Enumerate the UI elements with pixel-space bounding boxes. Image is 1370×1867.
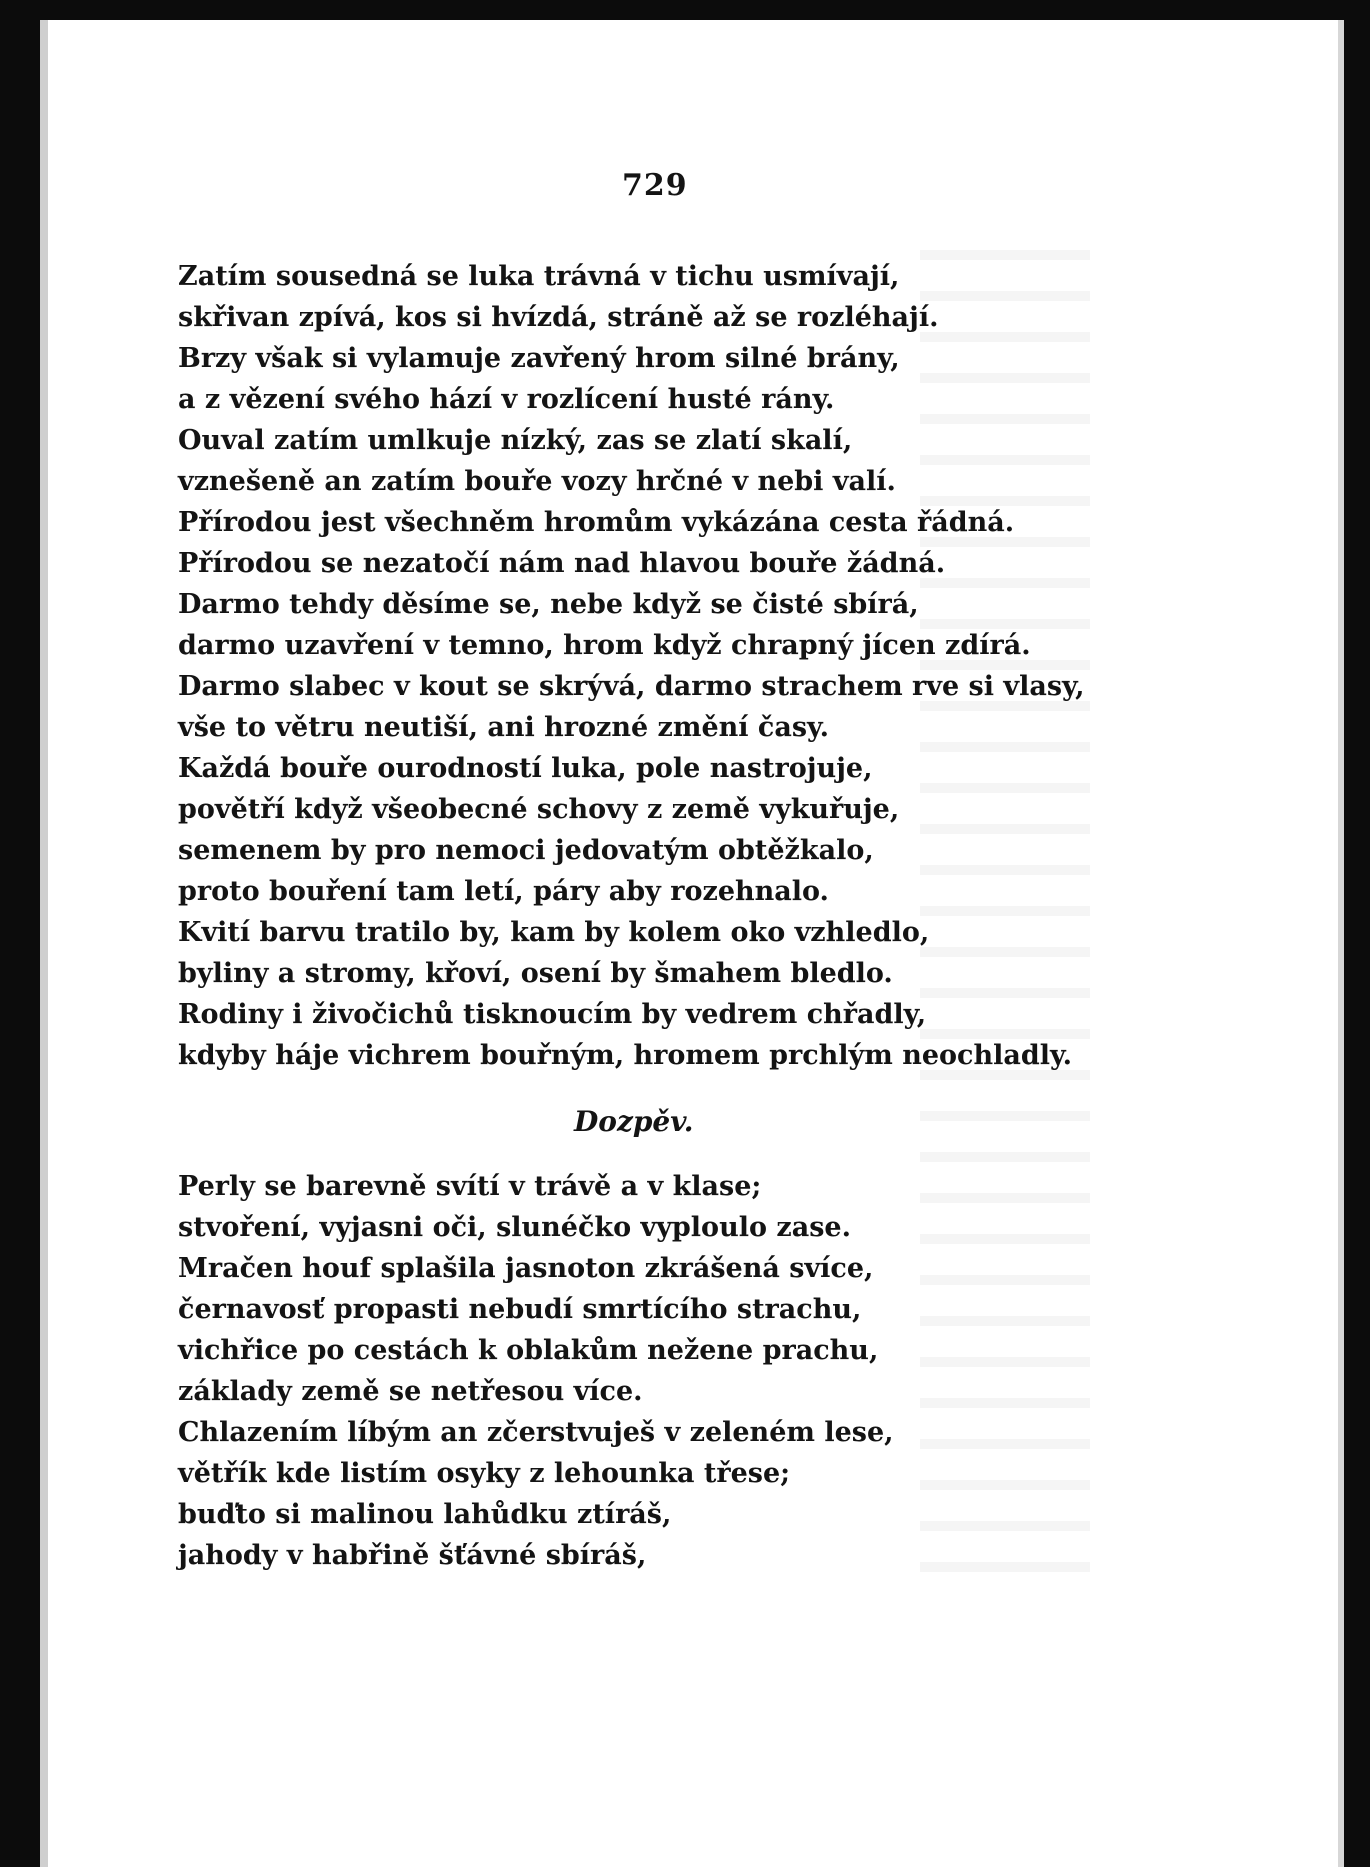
scan-border-left-shadow [40,20,48,1867]
poem-line: jahody v habřině šťávné sbíráš, [178,1540,647,1571]
poem-line: vše to větru neutiší, ani hrozné změní časy. [178,712,830,743]
poem-line: Ouval zatím umlkuje nízký, zas se zlatí skalí, [178,425,853,456]
poem-line: Přírodou se nezatočí nám nad hlavou bouře žádná. [178,548,946,579]
section-heading: Dozpěv. [574,1105,694,1138]
poem-line: Perly se barevně svítí v trávě a v klase; [178,1171,762,1202]
poem-line: byliny a stromy, křoví, osení by šmahem bledlo. [178,958,893,989]
scan-border-left [0,0,40,1867]
scan-border-top [0,0,1370,20]
page-number: 729 [622,168,688,203]
scan-border-right [1344,0,1370,1867]
poem-line: buďto si malinou lahůdku ztíráš, [178,1499,672,1530]
poem-line: Darmo tehdy děsíme se, nebe když se čisté sbírá, [178,589,919,620]
poem-line: stvoření, vyjasni oči, slunéčko vyploulo zase. [178,1212,851,1243]
poem-line: darmo uzavření v temno, hrom když chrapný jícen zdírá. [178,630,1031,661]
poem-stanza-1 [178,256,1178,1076]
scan-border-right-shadow [1338,20,1344,1867]
poem-line: Zatím sousedná se luka trávná v tichu usmívají, [178,261,900,292]
poem-line: vichřice po cestách k oblakům nežene prachu, [178,1335,879,1366]
poem-line: kdyby háje vichrem bouřným, hromem prchlým neochladly. [178,1040,1072,1071]
poem-line: skřivan zpívá, kos si hvízdá, stráně až se rozléhají. [178,302,939,333]
poem-line: větřík kde listím osyky z lehounka třese; [178,1458,791,1489]
poem-stanza-2 [178,1166,1178,1576]
poem-line: Darmo slabec v kout se skrývá, darmo strachem rve si vlasy, [178,671,1085,702]
poem-line: proto bouření tam letí, páry aby rozehnalo. [178,876,829,907]
poem-line: Mračen houf splašila jasnoton zkrášená svíce, [178,1253,874,1284]
poem-line: Rodiny i živočichů tisknoucím by vedrem chřadly, [178,999,927,1030]
poem-line: Brzy však si vylamuje zavřený hrom silné brány, [178,343,900,374]
poem-line: Přírodou jest všechněm hromům vykázána cesta řádná. [178,507,1015,538]
poem-line: Každá bouře ourodností luka, pole nastrojuje, [178,753,873,784]
poem-line: a z vězení svého hází v rozlícení husté rány. [178,384,835,415]
poem-line: povětří když všeobecné schovy z země vykuřuje, [178,794,900,825]
poem-line: Kvití barvu tratilo by, kam by kolem oko vzhledlo, [178,917,930,948]
poem-line: vznešeně an zatím bouře vozy hrčné v nebi valí. [178,466,896,497]
poem-line: černavosť propasti nebudí smrtícího strachu, [178,1294,862,1325]
poem-line: základy země se netřesou více. [178,1376,643,1407]
poem-line: semenem by pro nemoci jedovatým obtěžkalo, [178,835,874,866]
poem-line: Chlazením líbým an zčerstvuješ v zeleném lese, [178,1417,894,1448]
